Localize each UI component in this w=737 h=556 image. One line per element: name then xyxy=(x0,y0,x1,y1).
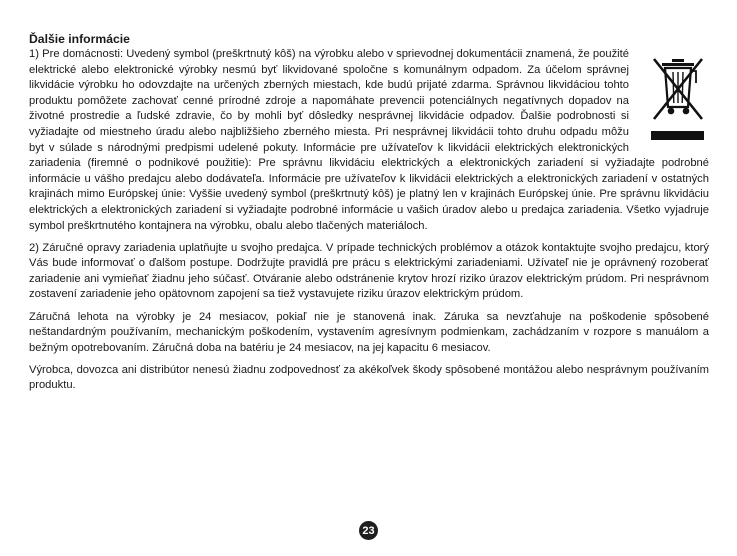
crossed-out-wheelie-bin-icon xyxy=(647,55,709,147)
paragraph-warranty-repairs: 2) Záručné opravy zariadenia uplatňujte u svojho predajca. V prípade technických problémov a otázok kontaktujte svojho predajcu, ktorý Vás bude informovať o ďalšom postupe. Dodržujte pravidlá pre prácu s elektrickými zariadeniami. Užívateľ nie je oprávnený rozoberať zariadenie ani vymieňať žiadnu jeho súčasť. Otváranie alebo odstránenie krytov hrozí riziko úrazov elektrickým prúdom. Pri nesprávnom zostavení zariadenie jeho opätovnom zapojení sa tiež vystavujete riziku úrazov elektrickým prúdom. xyxy=(29,241,709,301)
paragraph-liability: Výrobca, dovozca ani distribútor nenesú žiadnu zodpovednosť za akékoľvek škody spôsobené montážou alebo nesprávnym používaním produktu. xyxy=(29,363,709,392)
paragraph-warranty-period: Záručná lehota na výrobky je 24 mesiacov, pokiaľ nie je stanovená inak. Záruka sa nevzťahuje na poškodenie spôsobené neštandardným používaním, mechanickým poškodením, vystavením agresívnym podmienkam, zachádzaním v rozpore s manuálom a bežným opotrebovaním. Záručná doba na batériu je 24 mesiacov, na jej kapacitu 6 mesiacov. xyxy=(29,310,709,354)
page-number-badge: 23 xyxy=(359,521,378,540)
section-heading: Ďalšie informácie xyxy=(29,32,130,46)
weee-crossed-bin-icon xyxy=(647,47,709,147)
document-body xyxy=(29,32,709,400)
paragraph-disposal-info: 1) Pre domácnosti: Uvedený symbol (preškrtnutý kôš) na výrobku alebo v sprievodnej dokumentácii znamená, že použité elektrické alebo elektronické výrobky nesmú byť likvidované spoločne s komunálnym odpadom. Za účelom správnej likvidácie výrobku ho odovzdajte na určených zberných miestach, kde budú prijaté zdarma. Správnou likvidáciou tohto produktu pomôžete zachovať cenné prírodné zdroje a napomáhate prevencii potenciálnych negatívnych dopadov na životné prostredie a ľudské zdravie, čo by mohli byť dôsledky nesprávnej likvidácie odpadov. Ďalšie podrobnosti si vyžiadajte od miestneho úradu alebo najbližšieho zberného miesta. Pri nesprávnej likvidácii tohto druhu odpadu môžu byt v súlade s národnými predpismi udelené pokuty. Informácie pre užívateľov k likvidácii elektrických elektronických zariadenia (firemné o podnikové použitie): Pre správnu likvidáciu elektrických a elektronických zariadení si vyžiadajte podrobné informácie u vášho predajcu alebo dodávateľa. Informácie pre užívateľov k likvidácii elektrických a elektronických zariadení v ostatných krajinách mimo Európskej únie: Vyššie uvedený symbol (preškrtnutý kôš) je platný len v krajinách Európskej únie. Pre správnu likvidáciu elektrických a elektronických zariadení si vyžiadajte podrobné informácie u vašich úradov alebo u predajca zariadenia. Všetko vyjadruje symbol preškrtnutého kontajnera na výrobku, obalu alebo tlačených materiáloch. xyxy=(29,48,709,232)
